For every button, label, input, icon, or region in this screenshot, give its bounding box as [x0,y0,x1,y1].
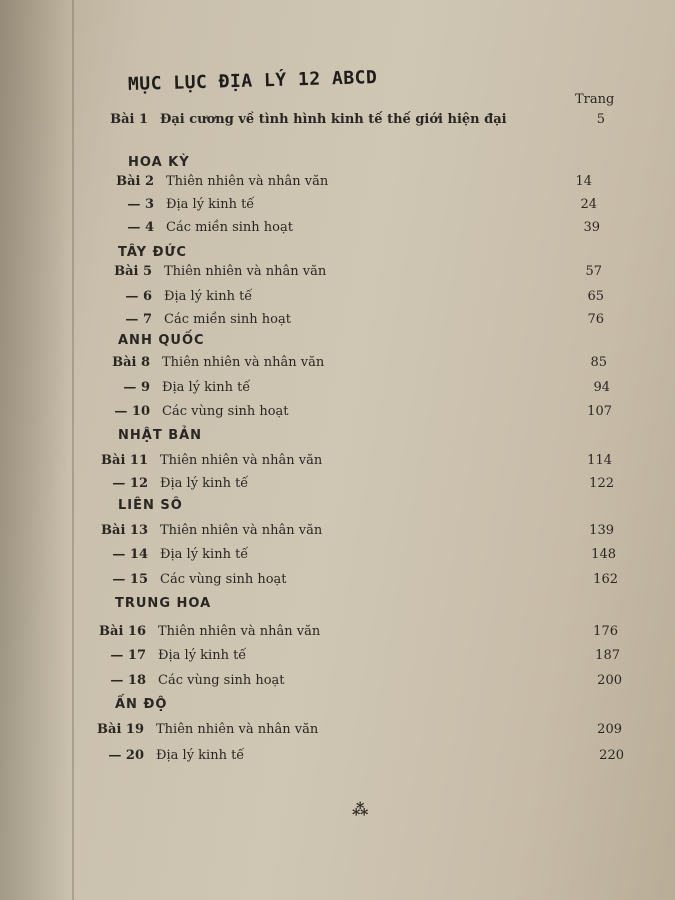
lesson-title: Địa lý kinh tế [158,648,247,663]
lesson-row [96,195,254,215]
lesson-page: 162 [593,572,618,587]
lesson-row [96,218,293,238]
lesson-page: 65 [587,289,604,304]
page-column-header: Trang [575,92,615,107]
lesson-page: 122 [589,476,614,491]
lesson-title: Địa lý kinh tế [156,748,245,763]
lesson-page: 209 [597,722,622,737]
page-title: MỤC LỤC ĐỊA LÝ 12 ABCD [127,67,378,95]
lesson-label: — 15 [112,572,148,587]
lesson-row [88,646,246,666]
lesson-page: 176 [593,624,618,639]
section-heading: LIÊN SÔ [118,498,183,513]
lesson-page: 114 [587,453,612,468]
lesson-title: Thiên nhiên và nhân văn [160,523,323,538]
lesson-label: — 9 [123,380,150,395]
lesson-row [92,353,324,373]
lesson-row [86,720,318,740]
lesson-page: 76 [587,312,604,327]
lesson-title: Thiên nhiên và nhân văn [164,264,327,279]
lesson-title: Thiên nhiên và nhân văn [158,624,321,639]
lesson-title: Địa lý kinh tế [162,380,251,395]
lesson-row [90,521,322,541]
lesson-title: Thiên nhiên và nhân văn [162,355,325,370]
lesson-row [90,570,287,590]
section-heading: TÂY ĐỨC [118,245,187,260]
lesson-page: 187 [595,648,620,663]
lesson-page: 94 [593,380,610,395]
lesson-label: — 12 [112,476,148,491]
lesson-row [86,746,244,766]
lesson-label: Bài 13 [101,523,148,538]
section-heading: TRUNG HOA [115,596,212,611]
lesson-row [88,622,320,642]
lesson-page: 57 [585,264,602,279]
lesson-row [94,310,291,330]
lesson-row [94,262,326,282]
lesson-title: Các miền sinh hoạt [166,220,293,235]
lesson-label: — 6 [125,289,152,304]
lesson-title: Các miền sinh hoạt [164,312,291,327]
lesson-title: Các vùng sinh hoạt [162,404,289,419]
lesson-label: Bài 11 [101,453,148,468]
lesson-title: Địa lý kinh tế [160,476,249,491]
lesson-label: — 7 [125,312,152,327]
lesson-label: — 4 [127,220,154,235]
lesson-label: — 14 [112,547,148,562]
lesson-row [90,474,248,494]
lesson-row [90,451,322,471]
lesson-page: 5 [596,112,605,127]
lesson-page: 14 [575,174,592,189]
lesson-page: 139 [589,523,614,538]
lesson-label: — 17 [110,648,146,663]
lesson-row [88,671,285,691]
lesson-page: 24 [580,197,597,212]
footer-ornament: ⁂ [352,800,371,819]
lesson-page: 220 [599,748,624,763]
lesson-label: — 3 [127,197,154,212]
lesson-row [90,545,248,565]
section-heading: NHẬT BẢN [118,428,203,443]
lesson-label: Bài 5 [114,264,152,279]
section-heading: HOA KỲ [128,155,190,170]
lesson-page: 200 [597,673,622,688]
lesson-label: Bài 2 [116,174,154,189]
lesson-label: Bài 8 [112,355,150,370]
lesson-title: Các vùng sinh hoạt [158,673,285,688]
lesson-row [94,287,252,307]
lesson-title: Các vùng sinh hoạt [160,572,287,587]
lesson-title: Thiên nhiên và nhân văn [156,722,319,737]
lesson-page: 39 [583,220,600,235]
lesson-title: Địa lý kinh tế [164,289,253,304]
lesson-label: — 10 [114,404,150,419]
lesson-page: 85 [590,355,607,370]
lesson-page: 148 [591,547,616,562]
lesson-label: Bài 19 [97,722,144,737]
lesson-label: — 20 [108,748,144,763]
lesson-title: Đại cương về tình hình kinh tế thế giới hiện đại [160,112,507,127]
lesson-row [92,378,250,398]
lesson-label: — 18 [110,673,146,688]
lesson-title: Thiên nhiên và nhân văn [160,453,323,468]
lesson-label: Bài 16 [99,624,146,639]
section-heading: ANH QUỐC [118,333,205,348]
lesson-row [92,402,289,422]
lesson-title: Địa lý kinh tế [166,197,255,212]
section-heading: ẤN ĐỘ [115,697,168,712]
lesson-page: 107 [587,404,612,419]
lesson-title: Thiên nhiên và nhân văn [166,174,329,189]
lesson-row [96,172,328,192]
lesson-label: Bài 1 [110,112,148,127]
lesson-title: Địa lý kinh tế [160,547,249,562]
